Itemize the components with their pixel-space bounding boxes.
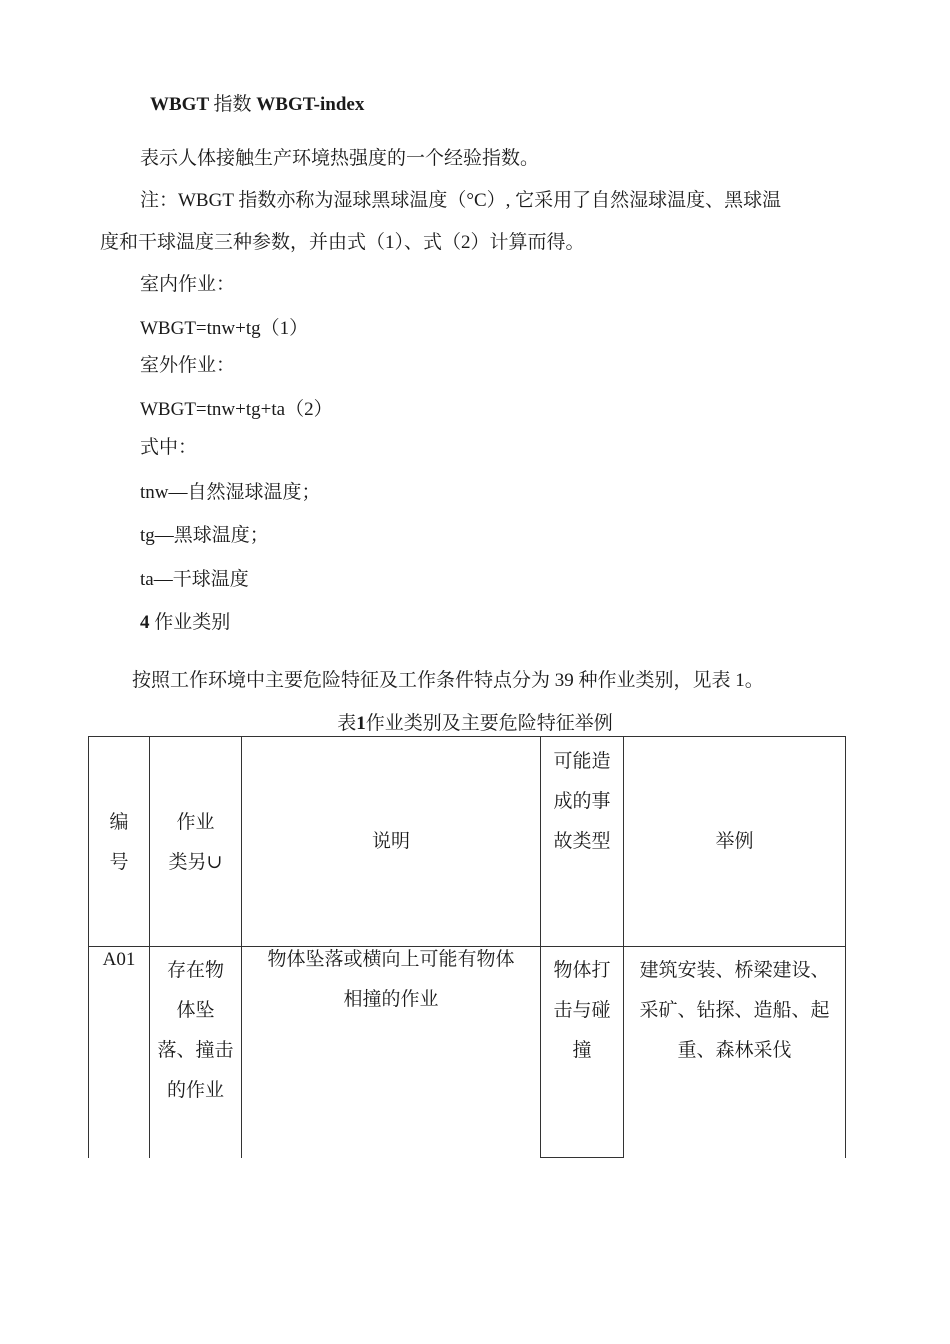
indoor-formula: WBGT=tnw+tg（1） (140, 318, 309, 339)
row-a01-category (150, 951, 241, 1111)
header-number (89, 803, 149, 883)
header-category (150, 803, 241, 883)
row-a01-category-line-4: 的作业 (166, 1080, 224, 1101)
row-a01-description (242, 940, 540, 1020)
indoor-label: 室内作业： (140, 274, 236, 295)
header-number-line-1: 编 (109, 812, 129, 833)
heading-prefix: WBGT (150, 94, 209, 115)
heading-suffix: WBGT-index (256, 94, 365, 115)
row-a01-example (624, 951, 845, 1071)
hazard-table (88, 736, 846, 1158)
section-intro: 按照工作环境中主要危险特征及工作条件特点分为 39 种作业类别，见表 1。 (132, 670, 764, 691)
header-number-line-2: 号 (109, 852, 129, 873)
row-a01-number (89, 940, 149, 980)
table-caption (0, 712, 950, 736)
note-line-1: 注：WBGT 指数亦称为湿球黑球温度（°C）, 它采用了自然湿球温度、黑球温 (140, 190, 782, 211)
row-a01-category-line-1: 存在物 (166, 960, 224, 981)
variable-tg: tg—黑球温度； (140, 525, 269, 546)
row-a01-accident-line-3: 撞 (572, 1040, 592, 1061)
row-a01-accident-line-2: 击与碰 (553, 1000, 611, 1021)
header-example (624, 822, 845, 862)
variable-ta: ta—干球温度 (140, 569, 249, 590)
heading-middle: 指数 (213, 94, 252, 115)
section-heading (140, 611, 230, 635)
row-a01-number-text: A01 (102, 949, 136, 970)
row-a01-example-line-3: 重、森林采伐 (677, 1040, 792, 1061)
row-a01-accident-line-1: 物体打 (553, 960, 611, 981)
caption-prefix: 表 (337, 713, 357, 734)
header-accident-line-2: 成的事 (553, 791, 611, 812)
row-a01-example-line-2: 采矿、钻探、造船、起 (639, 1000, 830, 1021)
row-a01-accident (541, 951, 623, 1071)
note-line-2: 度和干球温度三种参数，并由式（1）、式（2）计算而得。 (100, 232, 585, 253)
row-a01-category-line-3: 落、撞击 (157, 1040, 234, 1061)
header-category-line-1: 作业 (176, 812, 215, 833)
where-label: 式中： (140, 437, 198, 458)
header-category-line-2: 类另∪ (168, 852, 223, 873)
table-top-border (88, 736, 846, 737)
row-a01-example-line-1: 建筑安装、桥梁建设、 (639, 960, 830, 981)
caption-title: 作业类别及主要危险特征举例 (365, 713, 613, 734)
definition-text: 表示人体接触生产环境热强度的一个经验指数。 (140, 148, 540, 169)
header-description-line-1: 说明 (371, 831, 410, 852)
row-a01-category-line-2: 体坠 (176, 1000, 215, 1021)
header-accident-line-1: 可能造 (553, 751, 611, 772)
header-description (242, 822, 540, 862)
outdoor-label: 室外作业： (140, 355, 236, 376)
variable-tnw: tnw—自然湿球温度； (140, 482, 321, 503)
outdoor-formula: WBGT=tnw+tg+ta（2） (140, 399, 333, 420)
row-a01-description-line-1: 物体坠落或横向上可能有物体 (267, 949, 515, 970)
term-heading (150, 93, 364, 117)
caption-number: 1 (356, 713, 366, 734)
header-example-line-1: 举例 (715, 831, 754, 852)
row-a01-description-line-2: 相撞的作业 (343, 989, 439, 1010)
table-right-border (845, 736, 846, 1158)
header-accident (541, 742, 623, 862)
section-number: 4 (140, 612, 150, 633)
section-title: 作业类别 (154, 612, 231, 633)
col-divider-4 (623, 736, 624, 1158)
accident-cell-bottom-border (540, 1157, 624, 1158)
header-accident-line-3: 故类型 (553, 831, 611, 852)
